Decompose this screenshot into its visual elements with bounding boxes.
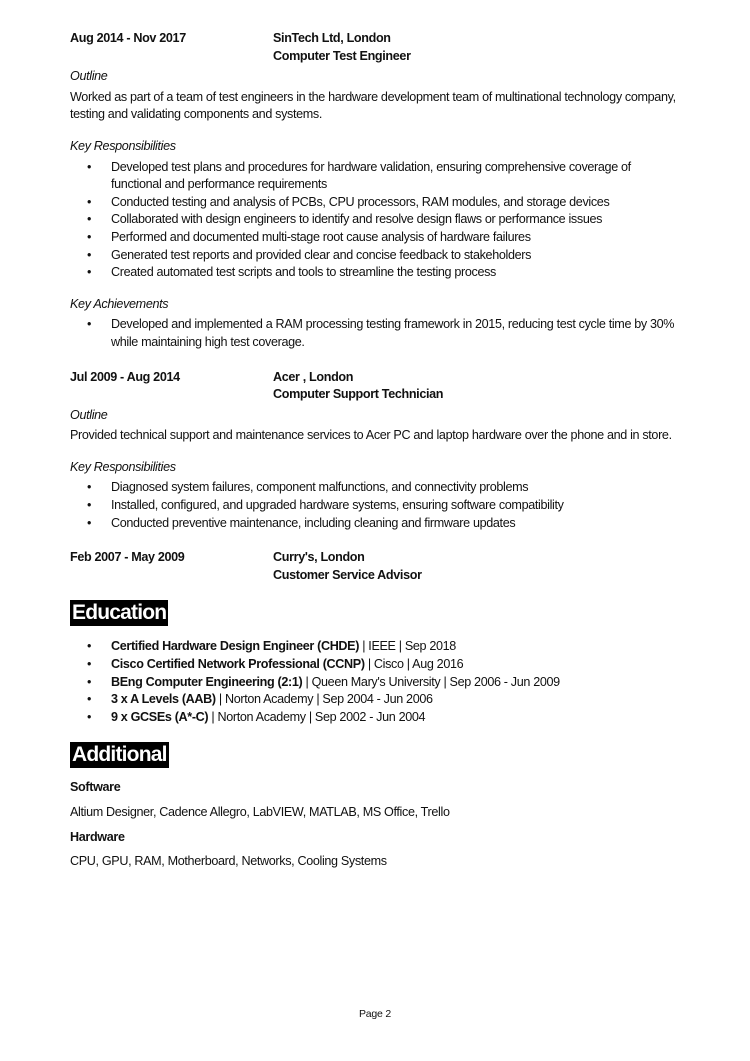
list-item: • Created automated test scripts and tools to streamline the testing process (87, 265, 497, 280)
job-header (70, 369, 682, 404)
job-outline: Worked as part of a team of test engineers in the hardware development team of multinational technology company, testing and validating components and systems. (70, 89, 676, 122)
list-item: • Conducted preventive maintenance, including cleaning and firmware updates (87, 515, 516, 530)
section-heading-additional: Additional (72, 743, 167, 767)
outline-label: Outline (70, 69, 108, 84)
list-item: • Performed and documented multi-stage root cause analysis of hardware failures (87, 229, 531, 244)
responsibilities-list (70, 159, 682, 282)
qualification-details: | Norton Academy | Sep 2002 - Jun 2004 (208, 709, 426, 724)
hardware-label: Hardware (70, 829, 125, 844)
job-company: Acer , London (273, 369, 354, 384)
qualification-details: | Norton Academy | Sep 2004 - Jun 2006 (215, 692, 433, 707)
list-item: • Developed and implemented a RAM processing testing framework in 2015, reducing test cycle time by 30% while maintaining high test coverage. (87, 317, 675, 349)
section-heading-education: Education (72, 601, 167, 625)
job-company: Curry's, London (273, 550, 365, 565)
list-item: • Conducted testing and analysis of PCBs, CPU processors, RAM modules, and storage devices (87, 194, 610, 209)
job-dates: Feb 2007 - May 2009 (70, 550, 185, 565)
list-item: • Generated test reports and provided clear and concise feedback to stakeholders (87, 247, 532, 262)
qualification-name: 9 x GCSEs (A*-C) (111, 709, 209, 724)
achievements-list (70, 316, 682, 351)
qualification-name: BEng Computer Engineering (2:1) (111, 674, 303, 689)
page-number: Page 2 (358, 1008, 392, 1020)
responsibilities-label: Key Responsibilities (70, 138, 176, 153)
list-item: • 3 x A Levels (AAB) | Norton Academy | Sep 2004 - Jun 2006 (87, 692, 433, 707)
software-label: Software (70, 780, 121, 795)
additional-section (70, 742, 682, 870)
qualification-details: | IEEE | Sep 2018 (359, 639, 456, 654)
job-dates: Aug 2014 - Nov 2017 (70, 31, 186, 45)
responsibilities-label: Key Responsibilities (70, 459, 176, 474)
hardware-list: CPU, GPU, RAM, Motherboard, Networks, Cooling Systems (70, 854, 387, 869)
resume-page-content (70, 30, 682, 871)
qualification-details: | Cisco | Aug 2016 (364, 657, 464, 672)
job-header (70, 30, 682, 65)
qualification-name: Cisco Certified Network Professional (CCNP) (111, 657, 365, 672)
list-item: • Cisco Certified Network Professional (CCNP) | Cisco | Aug 2016 (87, 657, 464, 672)
list-item: • Installed, configured, and upgraded hardware systems, ensuring software compatibility (87, 498, 564, 513)
qualification-details: | Queen Mary's University | Sep 2006 - Jun 2009 (302, 674, 560, 689)
job-company: SinTech Ltd, London (273, 31, 391, 45)
job-title: Computer Test Engineer (273, 48, 411, 63)
job-header (70, 549, 682, 584)
job-outline: Provided technical support and maintenance services to Acer PC and laptop hardware over the phone and in store. (70, 428, 672, 443)
job-title: Customer Service Advisor (273, 567, 422, 582)
job-entry (70, 369, 682, 533)
education-section (70, 600, 682, 726)
software-list: Altium Designer, Cadence Allegro, LabVIEW, MATLAB, MS Office, Trello (70, 805, 450, 819)
job-title: Computer Support Technician (273, 387, 444, 402)
list-item: • BEng Computer Engineering (2:1) | Queen Mary's University | Sep 2006 - Jun 2009 (87, 674, 560, 689)
list-item: • Certified Hardware Design Engineer (CHDE) | IEEE | Sep 2018 (87, 639, 456, 654)
qualification-name: 3 x A Levels (AAB) (111, 692, 216, 707)
responsibilities-list (70, 479, 682, 532)
list-item: • Developed test plans and procedures for hardware validation, ensuring comprehensive coverage of functional and performance requirements (87, 159, 631, 192)
list-item: • 9 x GCSEs (A*-C) | Norton Academy | Sep 2002 - Jun 2004 (87, 709, 426, 724)
achievements-label: Key Achievements (70, 296, 169, 311)
list-item: • Diagnosed system failures, component malfunctions, and connectivity problems (87, 480, 529, 495)
job-entry (70, 30, 682, 352)
education-list (70, 638, 682, 726)
list-item: • Collaborated with design engineers to identify and resolve design flaws or performance issues (87, 212, 603, 227)
outline-label: Outline (70, 407, 108, 422)
job-entry (70, 549, 682, 584)
qualification-name: Certified Hardware Design Engineer (CHDE) (111, 639, 360, 654)
job-dates: Jul 2009 - Aug 2014 (70, 369, 180, 384)
